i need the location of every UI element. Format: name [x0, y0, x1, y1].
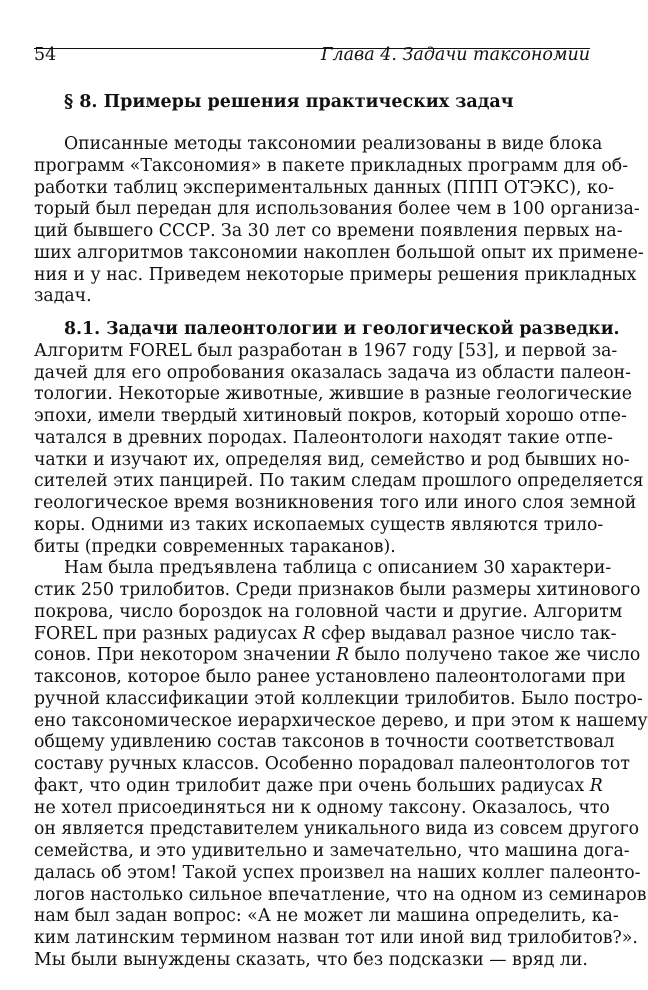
- section-title: § 8. Примеры решения практических задач: [64, 92, 514, 112]
- body-text: [34, 134, 648, 972]
- text-line: Мы были вынуждены сказать, что без подсказки — вряд ли.: [34, 949, 588, 970]
- subsection-title: 8.1. Задачи палеонтологии и геологической разведки.: [64, 319, 620, 339]
- text-line: работки таблиц экспериментальных данных (ППП ОТЭКС), ко-: [34, 177, 615, 198]
- chapter-title: Глава 4. Задачи таксономии: [320, 45, 590, 65]
- text-line: нам был задан вопрос: «А не может ли машина определить, ка-: [34, 906, 619, 927]
- text-line: Нам была предъявлена таблица с описанием 30 характери-: [64, 558, 612, 579]
- text-line: чатался в древних породах. Палеонтологи находят такие отпе-: [34, 427, 613, 448]
- math-variable: R: [336, 645, 350, 666]
- text-line: сонов. При некотором значении R было получено такое же число: [34, 645, 641, 666]
- text-line: Алгоритм FOREL был разработан в 1967 году [53], и первой за-: [34, 340, 618, 361]
- text-line: коры. Одними из таких ископаемых существ являются трило-: [34, 514, 604, 535]
- text-line: логов настолько сильное впечатление, что на одном из семинаров: [34, 884, 647, 905]
- text-line: факт, что один трилобит даже при очень больших радиусах R: [34, 775, 603, 796]
- running-header: [34, 44, 590, 65]
- text-line: геологическое время возникновения того или иного слоя земной: [34, 493, 637, 513]
- paragraph-1: [34, 134, 644, 308]
- text-line: сителей этих панцирей. По таким следам прошлого определяется: [34, 471, 644, 492]
- text-line: покрова, число бороздок на головной части и другие. Алгоритм: [34, 601, 623, 622]
- text-line: программ «Таксономия» в пакете прикладных программ для об-: [34, 155, 629, 176]
- math-variable: R: [302, 623, 316, 644]
- text-line: составу ручных классов. Особенно порадовал палеонтологов тот: [34, 754, 630, 774]
- paragraph-2: [34, 319, 644, 558]
- text-line: семейства, и это удивительно и замечательно, что машина дога-: [34, 841, 630, 861]
- text-line: ших алгоритмов таксономии накоплен большой опыт их примене-: [34, 242, 644, 263]
- text-line: ено таксономическое иерархическое дерево, и при этом к нашему: [34, 710, 648, 731]
- text-line: чатки и изучают их, определяя вид, семейство и род бывших но-: [34, 449, 630, 470]
- text-line: ния и у нас. Приведем некоторые примеры решения прикладных: [34, 264, 637, 285]
- text-line: стик 250 трилобитов. Среди признаков были размеры хитинового: [34, 580, 641, 600]
- text-line: таксонов, которое было ранее установлено палеонтологами при: [34, 667, 626, 687]
- text-line: Описанные методы таксономии реализованы в виде блока: [64, 134, 603, 154]
- text-line: общему удивлению состав таксонов в точности соответствовал: [34, 732, 615, 753]
- text-line: FOREL при разных радиусах R сфер выдавал разное число так-: [34, 623, 617, 644]
- text-line: биты (предки современных тараканов).: [34, 536, 396, 557]
- text-line: ручной классификации этой коллекции трилобитов. Было постро-: [34, 688, 643, 709]
- text-line: ций бывшего СССР. За 30 лет со времени появления первых на-: [34, 221, 623, 241]
- page-number: 54: [34, 45, 57, 65]
- paragraph-3: [34, 558, 648, 971]
- text-line: торый был передан для использования более чем в 100 организа-: [34, 199, 640, 220]
- text-line: не хотел присоединяться ни к одному таксону. Оказалось, что: [34, 797, 610, 818]
- text-line: он является представителем уникального вида из совсем другого: [34, 819, 640, 840]
- text-line: далась об этом! Такой успех произвел на наших коллег палеонто-: [34, 862, 641, 883]
- math-variable: R: [589, 775, 603, 796]
- text-line: дачей для его опробования оказалась задача из области палеон-: [34, 362, 632, 383]
- text-line: задач.: [34, 286, 92, 307]
- text-line: эпохи, имели твердый хитиновый покров, который хорошо отпе-: [34, 406, 627, 426]
- text-line: тологии. Некоторые животные, жившие в разные геологические: [34, 384, 632, 405]
- text-line: ким латинским термином назван тот или иной вид трилобитов?».: [34, 928, 638, 948]
